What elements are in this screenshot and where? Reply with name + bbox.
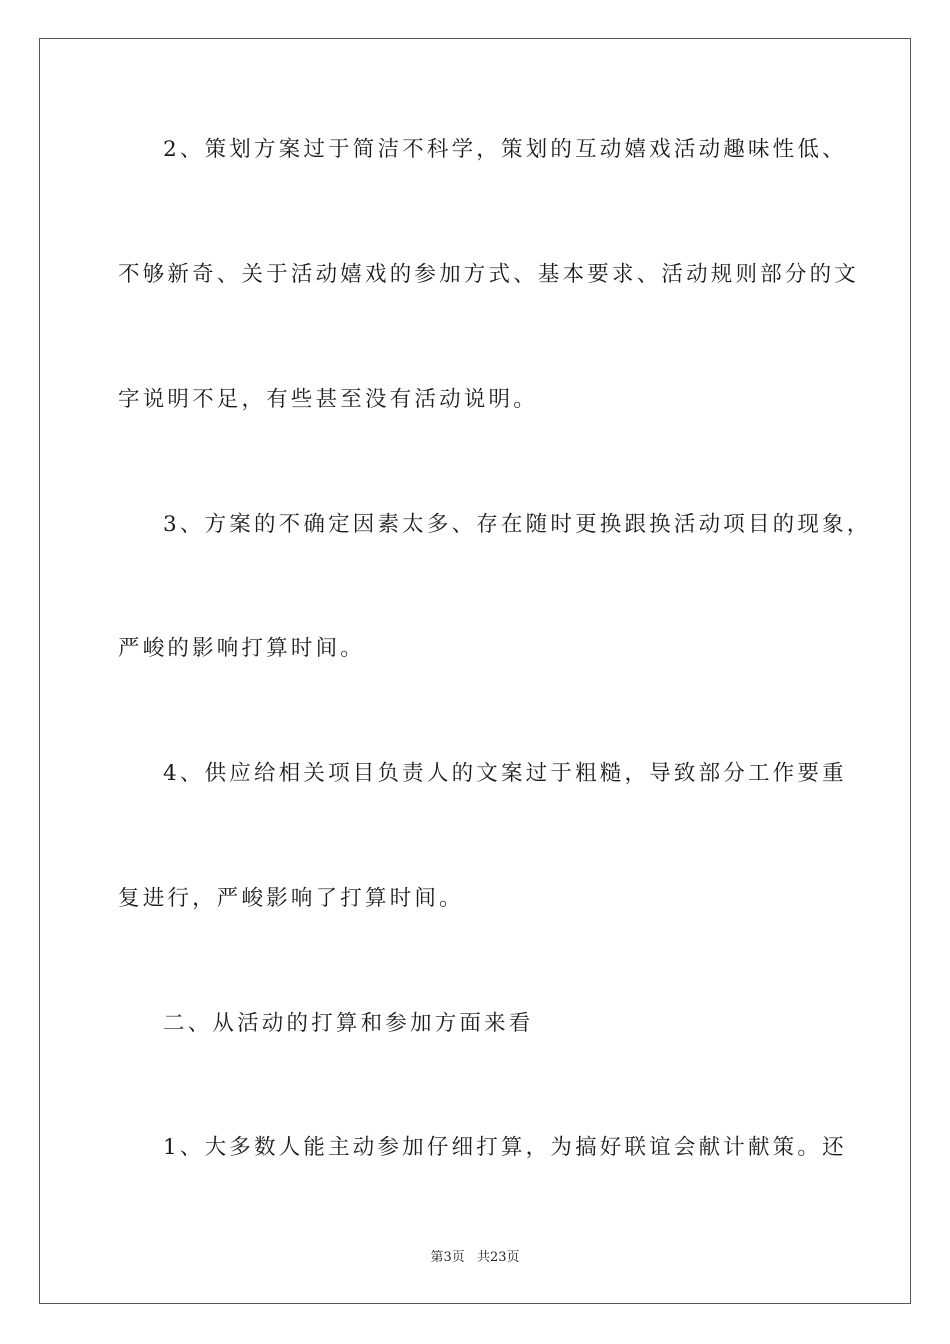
- page-number: 第3页: [430, 1250, 465, 1265]
- paragraph-line: 不够新奇、关于活动嬉戏的参加方式、基本要求、活动规则部分的文: [118, 262, 860, 287]
- paragraph-line: 2、策划方案过于简洁不科学，策划的互动嬉戏活动趣味性低、: [163, 137, 847, 162]
- page-border: [39, 38, 911, 1304]
- paragraph-line: 字说明不足，有些甚至没有活动说明。: [118, 387, 538, 412]
- paragraph-line: 复进行，严峻影响了打算时间。: [118, 886, 464, 911]
- paragraph-line: 3、方案的不确定因素太多、存在随时更换跟换活动项目的现象，: [163, 512, 872, 537]
- paragraph-line: 4、供应给相关项目负责人的文案过于粗糙，导致部分工作要重: [163, 761, 847, 786]
- page-footer: [0, 1246, 950, 1265]
- page-total: 共23页: [476, 1250, 520, 1265]
- paragraph-line: 1、大多数人能主动参加仔细打算，为搞好联谊会献计献策。还: [163, 1135, 847, 1160]
- paragraph-line: 严峻的影响打算时间。: [118, 636, 366, 661]
- section-heading: 二、从活动的打算和参加方面来看: [163, 1011, 534, 1036]
